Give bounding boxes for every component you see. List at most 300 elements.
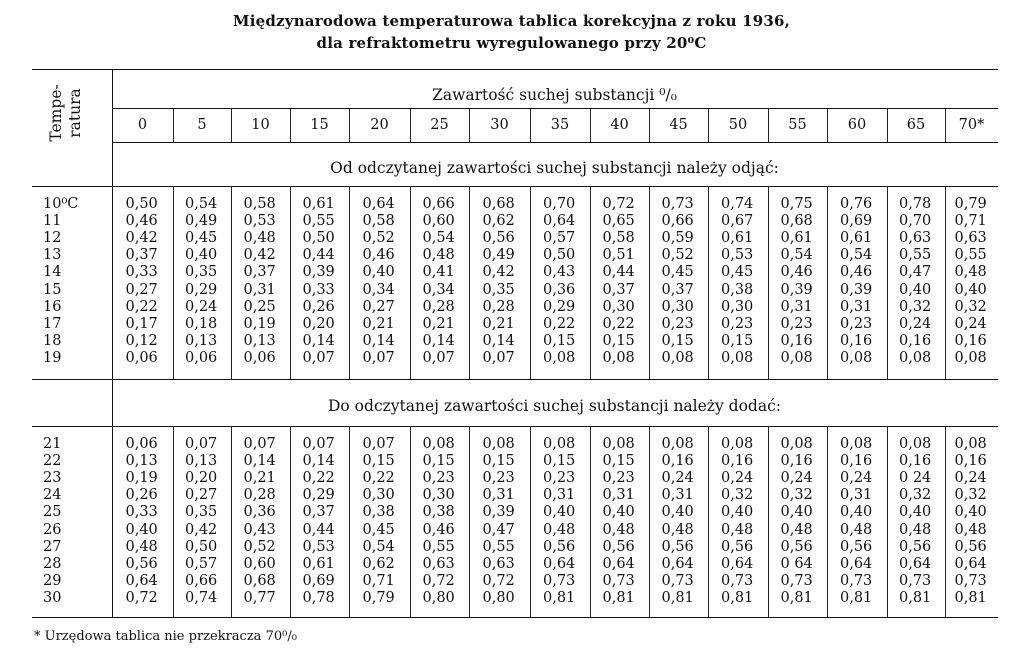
table-cell: 0,58: [243, 196, 276, 212]
table-cell: 0,23: [780, 315, 813, 332]
add-section-label: Do odczytanej zawartości suchej substancji należy dodać:: [328, 397, 781, 415]
table-cell: 0,15: [482, 453, 515, 470]
table-cell: 0,32: [721, 487, 754, 504]
table-cell: 0,06: [125, 349, 158, 366]
table-cell: 0,77: [243, 589, 276, 606]
temperature-label: 28: [43, 555, 62, 572]
table-cell: 0,47: [899, 264, 932, 281]
table-cell: 0,37: [602, 281, 635, 298]
table-cell: 0,72: [125, 589, 158, 606]
table-cell: 0,43: [243, 521, 276, 538]
table-cell: 0,40: [780, 504, 813, 521]
table-cell: 0,40: [125, 521, 158, 538]
section-divider-top: [32, 379, 998, 380]
table-cell: 0,51: [602, 247, 635, 264]
table-cell: 0,66: [185, 572, 218, 589]
table-cell: 0,57: [185, 555, 218, 572]
table-cell: 0,44: [302, 247, 335, 264]
table-cell: 0,54: [185, 196, 218, 212]
table-cell: 0,61: [721, 230, 754, 247]
table-cell: 0,72: [482, 572, 515, 589]
table-cell: 0,08: [543, 349, 576, 366]
table-cell: 0,14: [243, 453, 276, 470]
column-header: 10: [251, 117, 270, 133]
table-cell: 0,47: [482, 521, 515, 538]
table-cell: 0,57: [543, 230, 576, 247]
column-header: 25: [430, 117, 449, 133]
table-cell: 0 64: [780, 555, 813, 572]
table-cell: 0,26: [302, 298, 335, 315]
table-cell: 0,48: [954, 264, 987, 281]
column-divider: [410, 186, 411, 379]
table-cell: 0,21: [362, 315, 395, 332]
table-cell: 0,53: [721, 247, 754, 264]
table-cell: 0,64: [125, 572, 158, 589]
table-cell: 0,56: [899, 538, 932, 555]
column-divider: [349, 426, 350, 617]
table-cell: 0,61: [302, 555, 335, 572]
table-cell: 0,35: [185, 504, 218, 521]
table-cell: 0,75: [780, 196, 813, 212]
temperature-label: 30: [43, 589, 62, 606]
column-divider: [945, 426, 946, 617]
table-cell: 0,16: [780, 453, 813, 470]
table-cell: 0,30: [661, 298, 694, 315]
column-divider: [231, 426, 232, 617]
row-label-divider: [112, 69, 113, 617]
table-cell: 0,48: [422, 247, 455, 264]
table-cell: 0,72: [602, 196, 635, 212]
table-cell: 0,40: [954, 281, 987, 298]
table-cell: 0,40: [185, 247, 218, 264]
table-cell: 0,31: [602, 487, 635, 504]
table-cell: 0,38: [362, 504, 395, 521]
column-divider: [649, 186, 650, 379]
table-cell: 0,42: [185, 521, 218, 538]
table-cell: 0,54: [840, 247, 873, 264]
column-divider: [530, 186, 531, 379]
table-cell: 0,06: [125, 436, 158, 452]
table-cell: 0,08: [899, 349, 932, 366]
table-cell: 0,64: [954, 555, 987, 572]
table-cell: 0,07: [302, 349, 335, 366]
group-header: Zawartość suchej substancji ⁰/₀: [432, 86, 677, 104]
table-cell: 0,08: [840, 436, 873, 452]
temperature-label: 24: [43, 487, 62, 504]
table-cell: 0,06: [185, 349, 218, 366]
table-cell: 0,56: [543, 538, 576, 555]
column-divider: [887, 186, 888, 379]
table-cell: 0,23: [422, 470, 455, 487]
table-cell: 0,08: [721, 436, 754, 452]
table-cell: 0,44: [602, 264, 635, 281]
table-cell: 0,42: [125, 230, 158, 247]
table-cell: 0,56: [661, 538, 694, 555]
table-cell: 0,56: [721, 538, 754, 555]
table-cell: 0,29: [543, 298, 576, 315]
table-cell: 0,62: [362, 555, 395, 572]
table-cell: 0,24: [899, 315, 932, 332]
footnote: * Urzędowa tablica nie przekracza 70⁰/₀: [34, 629, 297, 644]
table-cell: 0,55: [899, 247, 932, 264]
table-cell: 0,78: [302, 589, 335, 606]
table-cell: 0,31: [243, 281, 276, 298]
column-header: 30: [490, 117, 509, 133]
table-cell: 0,50: [185, 538, 218, 555]
table-cell: 0,07: [243, 436, 276, 452]
table-cell: 0,63: [482, 555, 515, 572]
page-title: [0, 10, 1023, 54]
table-cell: 0,32: [899, 298, 932, 315]
table-cell: 0,13: [243, 332, 276, 349]
column-header: 5: [197, 117, 207, 133]
table-cell: 0,45: [362, 521, 395, 538]
column-divider: [768, 186, 769, 379]
table-cell: 0,33: [302, 281, 335, 298]
table-cell: 0,06: [243, 349, 276, 366]
column-divider: [827, 426, 828, 617]
temperature-label: 23: [43, 470, 62, 487]
table-cell: 0,30: [422, 487, 455, 504]
table-cell: 0,07: [362, 349, 395, 366]
column-divider: [349, 186, 350, 379]
table-cell: 0,76: [840, 196, 873, 212]
table-cell: 0,64: [602, 555, 635, 572]
table-cell: 0,35: [482, 281, 515, 298]
table-cell: 0,54: [422, 230, 455, 247]
table-cell: 0,81: [954, 589, 987, 606]
table-cell: 0,08: [780, 436, 813, 452]
temperature-label: 14: [43, 264, 62, 281]
table-cell: 0,70: [899, 213, 932, 230]
table-cell: 0,73: [780, 572, 813, 589]
temperature-header: [47, 63, 87, 163]
column-header: 45: [669, 117, 688, 133]
table-cell: 0,40: [543, 504, 576, 521]
table-cell: 0,80: [482, 589, 515, 606]
table-cell: 0,61: [780, 230, 813, 247]
table-cell: 0,56: [482, 230, 515, 247]
table-cell: 0,31: [661, 487, 694, 504]
table-cell: 0,40: [899, 504, 932, 521]
table-cell: 0,68: [780, 213, 813, 230]
table-cell: 0,32: [780, 487, 813, 504]
column-divider: [469, 186, 470, 379]
table-cell: 0,52: [362, 230, 395, 247]
table-cell: 0,24: [954, 470, 987, 487]
table-cell: 0,39: [302, 264, 335, 281]
table-cell: 0,32: [954, 487, 987, 504]
table-cell: 0,28: [482, 298, 515, 315]
table-cell: 0,81: [780, 589, 813, 606]
table-cell: 0,08: [422, 436, 455, 452]
table-cell: 0,08: [602, 436, 635, 452]
column-header: 20: [370, 117, 389, 133]
table-cell: 0,15: [543, 332, 576, 349]
table-cell: 0,23: [543, 470, 576, 487]
table-cell: 0,58: [362, 213, 395, 230]
table-cell: 0,78: [899, 196, 932, 212]
column-divider: [410, 426, 411, 617]
table-cell: 0,21: [422, 315, 455, 332]
table-cell: 0,35: [185, 264, 218, 281]
table-cell: 0,30: [602, 298, 635, 315]
table-cell: 0,14: [362, 332, 395, 349]
table-cell: 0,48: [661, 521, 694, 538]
table-cell: 0,16: [899, 332, 932, 349]
table-cell: 0,48: [840, 521, 873, 538]
table-cell: 0,27: [125, 281, 158, 298]
table-cell: 0,37: [243, 264, 276, 281]
column-divider: [590, 426, 591, 617]
table-cell: 0,24: [661, 470, 694, 487]
table-cell: 0,26: [125, 487, 158, 504]
column-divider: [827, 186, 828, 379]
table-cell: 0,53: [302, 538, 335, 555]
table-cell: 0,29: [185, 281, 218, 298]
table-cell: 0,33: [125, 504, 158, 521]
table-cell: 0,64: [661, 555, 694, 572]
table-cell: 0,65: [602, 213, 635, 230]
table-cell: 0,58: [602, 230, 635, 247]
table-cell: 0,15: [362, 453, 395, 470]
table-cell: 0,74: [185, 589, 218, 606]
temperature-label: 12: [43, 230, 62, 247]
table-cell: 0,73: [721, 572, 754, 589]
table-cell: 0,15: [661, 332, 694, 349]
column-divider: [649, 426, 650, 617]
table-cell: 0,81: [602, 589, 635, 606]
table-cell: 0,55: [422, 538, 455, 555]
table-cell: 0,43: [543, 264, 576, 281]
table-cell: 0,40: [661, 504, 694, 521]
table-cell: 0,44: [302, 521, 335, 538]
table-cell: 0,16: [954, 332, 987, 349]
table-cell: 0,24: [954, 315, 987, 332]
temperature-header-line-1: Tempe-: [47, 84, 65, 142]
table-cell: 0,40: [840, 504, 873, 521]
temperature-header-line-2: ratura: [66, 88, 84, 138]
table-cell: 0,55: [302, 213, 335, 230]
table-cell: 0,73: [661, 196, 694, 212]
temperature-label: 29: [43, 572, 62, 589]
table-cell: 0,67: [721, 213, 754, 230]
table-cell: 0,81: [721, 589, 754, 606]
column-divider: [173, 426, 174, 617]
table-cell: 0,40: [899, 281, 932, 298]
table-cell: 0,66: [661, 213, 694, 230]
table-cell: 0,81: [840, 589, 873, 606]
table-cell: 0,64: [362, 196, 395, 212]
table-cell: 0 24: [899, 470, 932, 487]
table-cell: 0,27: [362, 298, 395, 315]
temperature-label: 11: [43, 213, 62, 230]
table-cell: 0,56: [602, 538, 635, 555]
table-cell: 0,66: [422, 196, 455, 212]
table-cell: 0,68: [482, 196, 515, 212]
table-cell: 0,39: [482, 504, 515, 521]
table-cell: 0,55: [482, 538, 515, 555]
temperature-label: 19: [43, 349, 62, 366]
table-cell: 0,48: [602, 521, 635, 538]
table-cell: 0,48: [243, 230, 276, 247]
table-cell: 0,81: [543, 589, 576, 606]
table-cell: 0,79: [954, 196, 987, 212]
column-divider: [290, 426, 291, 617]
table-cell: 0,21: [243, 470, 276, 487]
title-line-2: dla refraktometru wyregulowanego przy 20⁰C: [316, 34, 707, 52]
table-cell: 0,40: [721, 504, 754, 521]
table-cell: 0,48: [125, 538, 158, 555]
table-cell: 0,37: [302, 504, 335, 521]
column-header: 55: [788, 117, 807, 133]
table-cell: 0,13: [185, 332, 218, 349]
table-cell: 0,39: [780, 281, 813, 298]
table-cell: 0,64: [543, 213, 576, 230]
table-cell: 0,24: [780, 470, 813, 487]
column-divider: [590, 186, 591, 379]
table-cell: 0,46: [780, 264, 813, 281]
table-cell: 0,08: [482, 436, 515, 452]
table-cell: 0,15: [602, 453, 635, 470]
table-cell: 0,08: [954, 349, 987, 366]
column-divider: [708, 186, 709, 379]
table-cell: 0,40: [954, 504, 987, 521]
table-cell: 0,22: [602, 315, 635, 332]
table-cell: 0,55: [954, 247, 987, 264]
temperature-label: 25: [43, 504, 62, 521]
table-cell: 0,07: [482, 349, 515, 366]
table-cell: 0,36: [243, 504, 276, 521]
table-cell: 0,48: [721, 521, 754, 538]
table-cell: 0,70: [543, 196, 576, 212]
column-header: 65: [906, 117, 926, 133]
column-divider: [173, 186, 174, 379]
table-cell: 0,64: [721, 555, 754, 572]
table-cell: 0,34: [362, 281, 395, 298]
table-cell: 0,73: [602, 572, 635, 589]
table-cell: 0,63: [899, 230, 932, 247]
column-divider: [945, 186, 946, 379]
table-cell: 0,60: [243, 555, 276, 572]
column-divider: [290, 186, 291, 379]
table-cell: 0,32: [899, 487, 932, 504]
table-cell: 0,18: [185, 315, 218, 332]
column-divider: [887, 426, 888, 617]
table-cell: 0,38: [422, 504, 455, 521]
table-cell: 0,08: [661, 436, 694, 452]
table-cell: 0,14: [422, 332, 455, 349]
table-cell: 0,21: [482, 315, 515, 332]
column-divider: [469, 426, 470, 617]
table-cell: 0,08: [721, 349, 754, 366]
table-cell: 0,33: [125, 264, 158, 281]
temperature-label: 22: [43, 453, 62, 470]
table-cell: 0,07: [302, 436, 335, 452]
table-cell: 0,49: [185, 213, 218, 230]
column-header: 15: [310, 117, 329, 133]
table-cell: 0,08: [840, 349, 873, 366]
table-cell: 0,23: [602, 470, 635, 487]
column-header-rule: [112, 142, 998, 143]
table-cell: 0,48: [543, 521, 576, 538]
table-cell: 0,24: [185, 298, 218, 315]
table-cell: 0,08: [602, 349, 635, 366]
temperature-label: 16: [43, 298, 62, 315]
table-cell: 0,12: [125, 332, 158, 349]
table-cell: 0,69: [302, 572, 335, 589]
table-cell: 0,39: [840, 281, 873, 298]
table-cell: 0,54: [780, 247, 813, 264]
table-cell: 0,64: [899, 555, 932, 572]
table-cell: 0,56: [840, 538, 873, 555]
table-cell: 0,20: [302, 315, 335, 332]
table-cell: 0,46: [840, 264, 873, 281]
table-cell: 0,38: [721, 281, 754, 298]
table-cell: 0,36: [543, 281, 576, 298]
table-cell: 0,79: [362, 589, 395, 606]
table-cell: 0,40: [602, 504, 635, 521]
table-cell: 0,73: [899, 572, 932, 589]
table-cell: 0,48: [780, 521, 813, 538]
table-cell: 0,31: [780, 298, 813, 315]
header-subrule: [112, 108, 998, 109]
table-cell: 0,23: [661, 315, 694, 332]
table-cell: 0,16: [780, 332, 813, 349]
temperature-label: 18: [43, 332, 62, 349]
table-cell: 0,56: [954, 538, 987, 555]
table-cell: 0,56: [125, 555, 158, 572]
table-cell: 0,16: [840, 453, 873, 470]
table-cell: 0,08: [899, 436, 932, 452]
column-header: 70*: [958, 117, 985, 133]
table-cell: 0,42: [243, 247, 276, 264]
table-cell: 0,52: [661, 247, 694, 264]
table-cell: 0,24: [840, 470, 873, 487]
table-cell: 0,31: [840, 298, 873, 315]
table-cell: 0,73: [661, 572, 694, 589]
temperature-label: 10⁰C: [43, 196, 79, 212]
table-cell: 0,19: [243, 315, 276, 332]
table-cell: 0,46: [362, 247, 395, 264]
table-cell: 0,56: [780, 538, 813, 555]
table-cell: 0,37: [125, 247, 158, 264]
table-cell: 0,15: [602, 332, 635, 349]
table-cell: 0,23: [721, 315, 754, 332]
table-cell: 0,29: [302, 487, 335, 504]
table-cell: 0,16: [840, 332, 873, 349]
column-divider: [530, 426, 531, 617]
table-cell: 0,14: [302, 453, 335, 470]
table-cell: 0,15: [422, 453, 455, 470]
table-cell: 0,23: [482, 470, 515, 487]
table-cell: 0,71: [954, 213, 987, 230]
temperature-label: 21: [43, 436, 62, 452]
table-cell: 0,15: [721, 332, 754, 349]
table-cell: 0,64: [543, 555, 576, 572]
table-cell: 0,45: [185, 230, 218, 247]
table-cell: 0,50: [543, 247, 576, 264]
column-divider: [768, 426, 769, 617]
column-header: 0: [137, 117, 148, 133]
table-cell: 0,19: [125, 470, 158, 487]
table-top-rule: [32, 69, 998, 70]
table-cell: 0,14: [482, 332, 515, 349]
table-cell: 0,45: [661, 264, 694, 281]
table-cell: 0,28: [422, 298, 455, 315]
table-cell: 0,08: [543, 436, 576, 452]
table-cell: 0,81: [899, 589, 932, 606]
